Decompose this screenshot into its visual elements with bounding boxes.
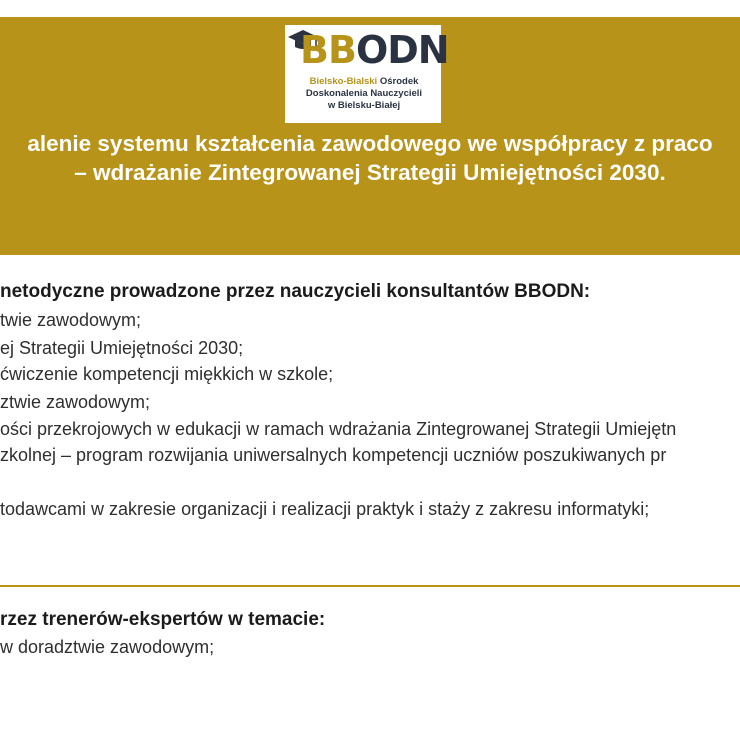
list-item: ości przekrojowych w edukacji w ramach wdrażania Zintegrowanej Strategii Umiejętn	[0, 419, 677, 439]
section1-heading: netodyczne prowadzone przez nauczycieli konsultantów BBODN:	[0, 281, 591, 302]
list-item: twie zawodowym;	[0, 310, 142, 330]
list-item: ztwie zawodowym;	[0, 392, 151, 412]
list-item: ćwiczenie kompetencji miękkich w szkole;	[0, 364, 334, 384]
banner-title	[0, 129, 740, 187]
logo-wordmark: BBODN	[300, 28, 449, 72]
section-divider	[0, 585, 740, 587]
logo-subtitle: Bielsko-Bialski Ośrodek Doskonalenia Nauczycieli w Bielsku-Białej	[305, 76, 423, 111]
section2-heading: rzez trenerów-ekspertów w temacie:	[0, 609, 326, 630]
list-item: ej Strategii Umiejętności 2030;	[0, 338, 244, 358]
list-item: w doradztwie zawodowym;	[0, 637, 215, 657]
banner-title-line: alenie systemu kształcenia zawodowego we współpracy z praco	[27, 131, 713, 156]
banner-title-line: – wdrażanie Zintegrowanej Strategii Umiejętności 2030.	[74, 160, 666, 185]
list-item: todawcami w zakresie organizacji i realizacji praktyk i staży z zakresu informatyki;	[0, 499, 650, 519]
list-item: zkolnej – program rozwijania uniwersalnych kompetencji uczniów poszukiwanych pr	[0, 445, 667, 465]
